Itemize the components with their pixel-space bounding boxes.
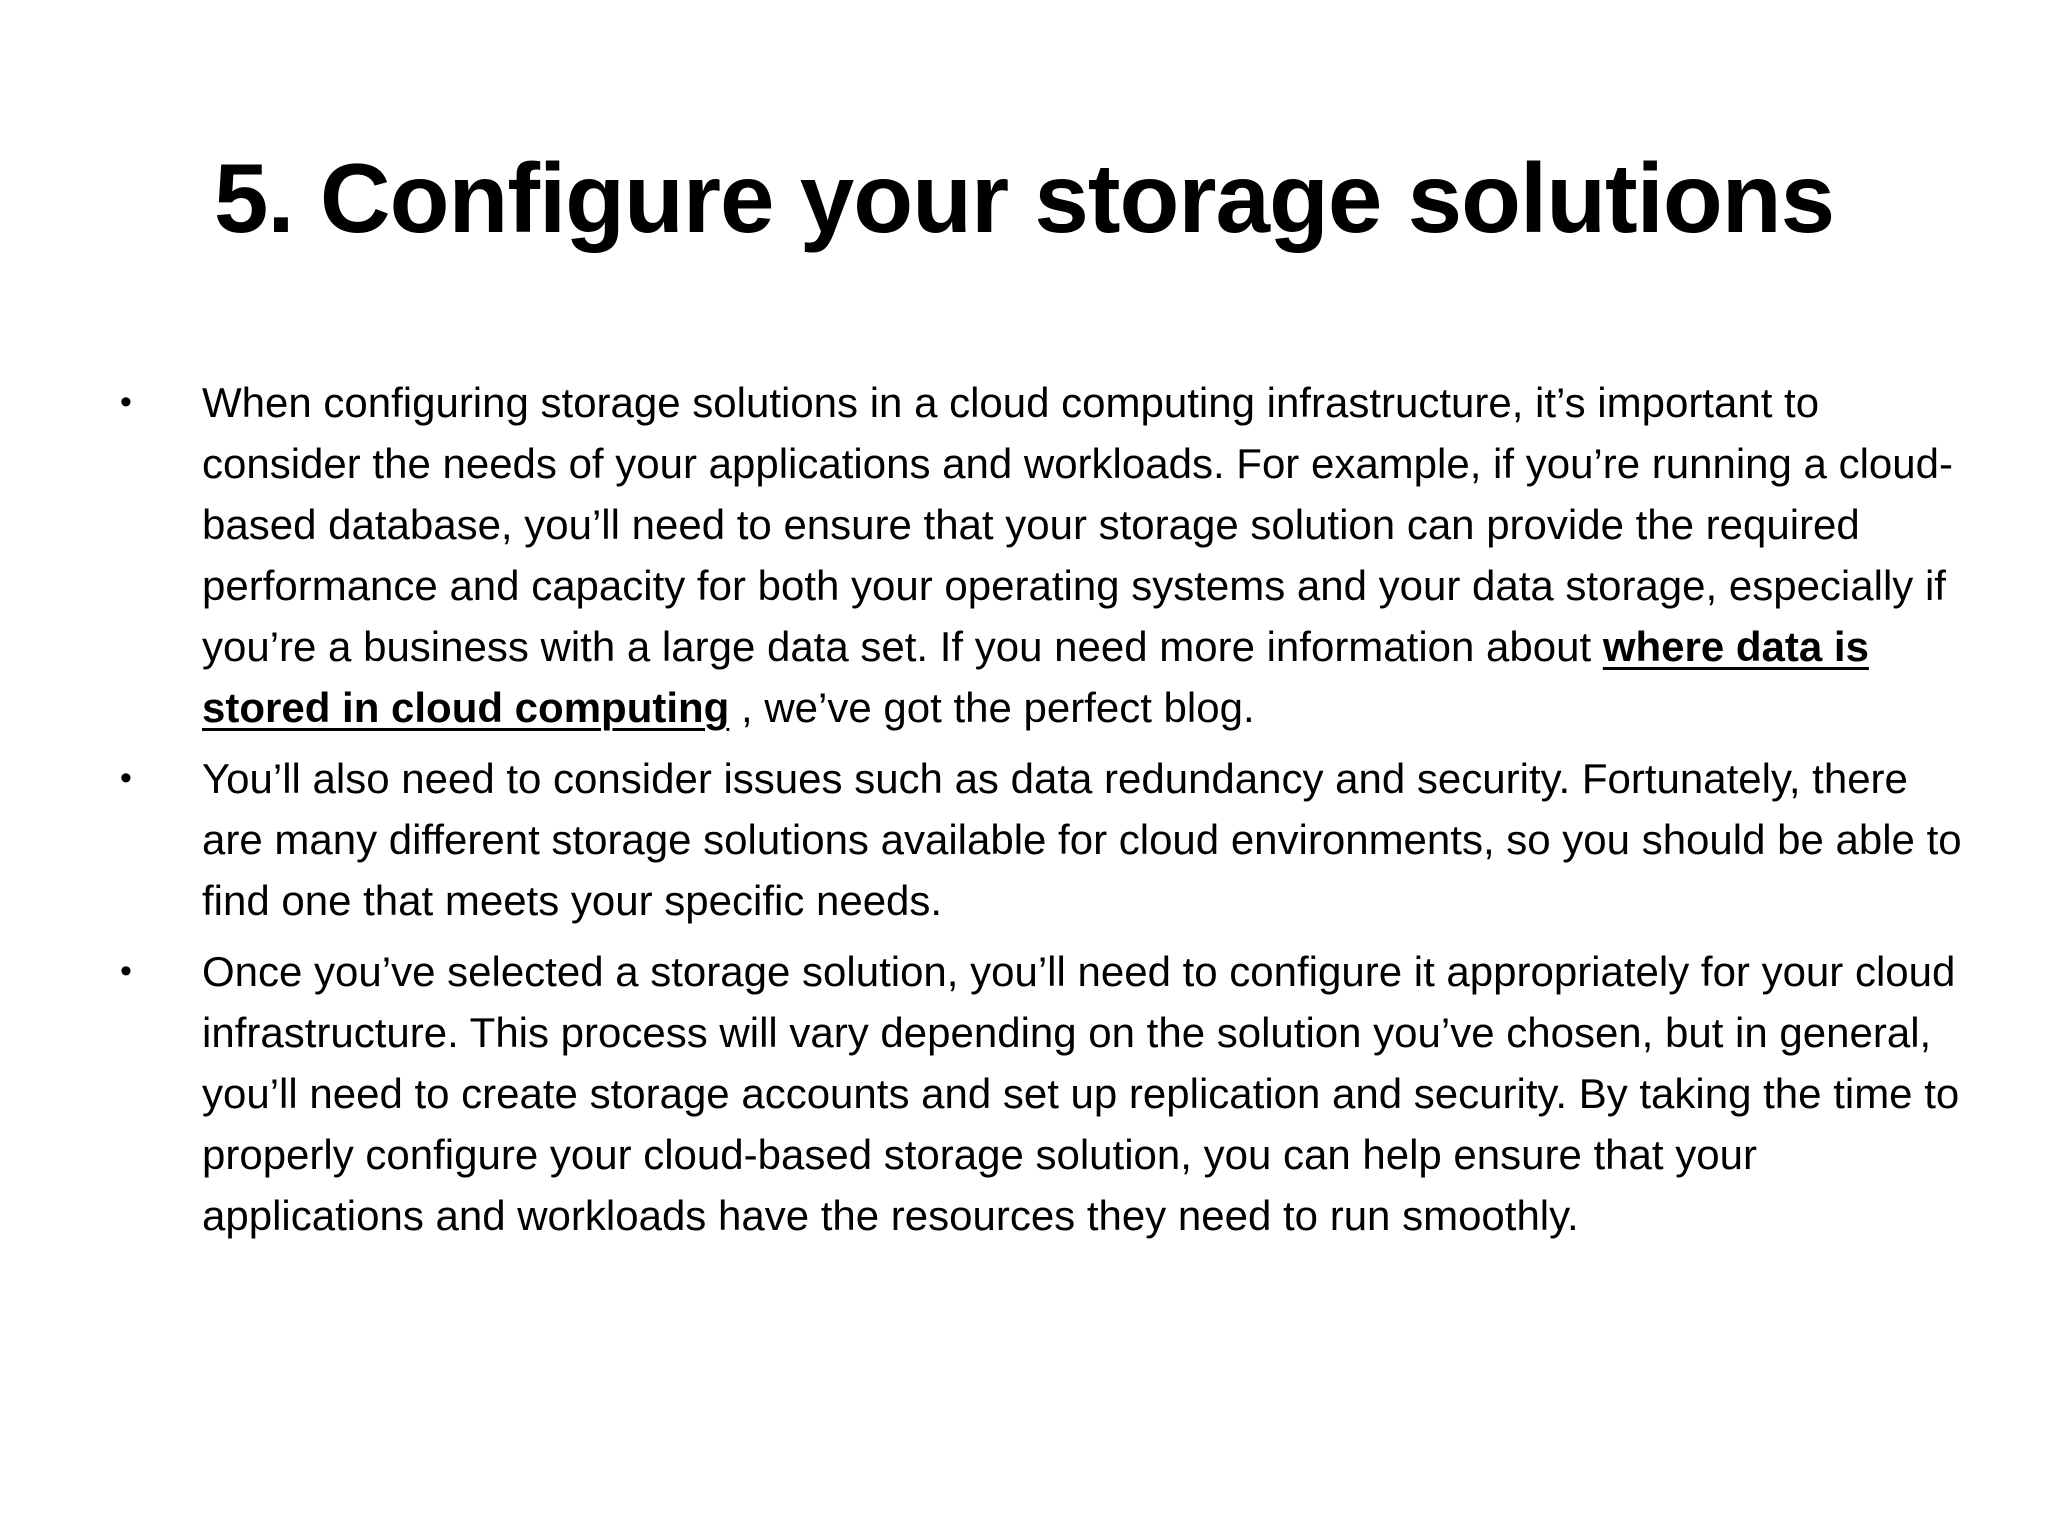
bullet-list <box>120 372 1980 1256</box>
blog-link[interactable]: where data is stored in cloud computing <box>202 623 1869 731</box>
bullet-point-icon: • <box>120 759 132 797</box>
bullet-text-3: Once you’ve selected a storage solution, you’ll need to configure it appropriately for your cloud infrastructure. This process will vary depending on the solution you’ve chosen, but in general, you’ll need to create storage accounts and set up replication and security. By taking the time to properly configure your cloud-based storage solution, you can help ensure that your applications and workloads have the resources they need to run smoothly. <box>202 948 1960 1239</box>
bullet-text-1-start: When configuring storage solutions in a cloud computing infrastructure, it’s important to consider the needs of your applications and workloads. For example, if you’re running a cloud-based database, you’ll need to ensure that your storage solution can provide the required performance and capacity for both your operating systems and your data storage, especially if you’re a business with a large data set. If you need more information about <box>202 379 1953 670</box>
bullet-item-2 <box>120 748 1980 931</box>
bullet-item-3 <box>120 941 1980 1246</box>
bullet-point-icon: • <box>120 383 132 421</box>
slide-title: 5. Configure your storage solutions <box>213 143 1835 253</box>
bullet-text-2: You’ll also need to consider issues such as data redundancy and security. Fortunately, there are many different storage solutions available for cloud environments, so you should be able to find one that meets your specific needs. <box>202 755 1962 924</box>
bullet-text-1-end: , we’ve got the perfect blog. <box>729 684 1255 731</box>
bullet-item-1 <box>120 372 1980 738</box>
bullet-point-icon: • <box>120 952 132 990</box>
